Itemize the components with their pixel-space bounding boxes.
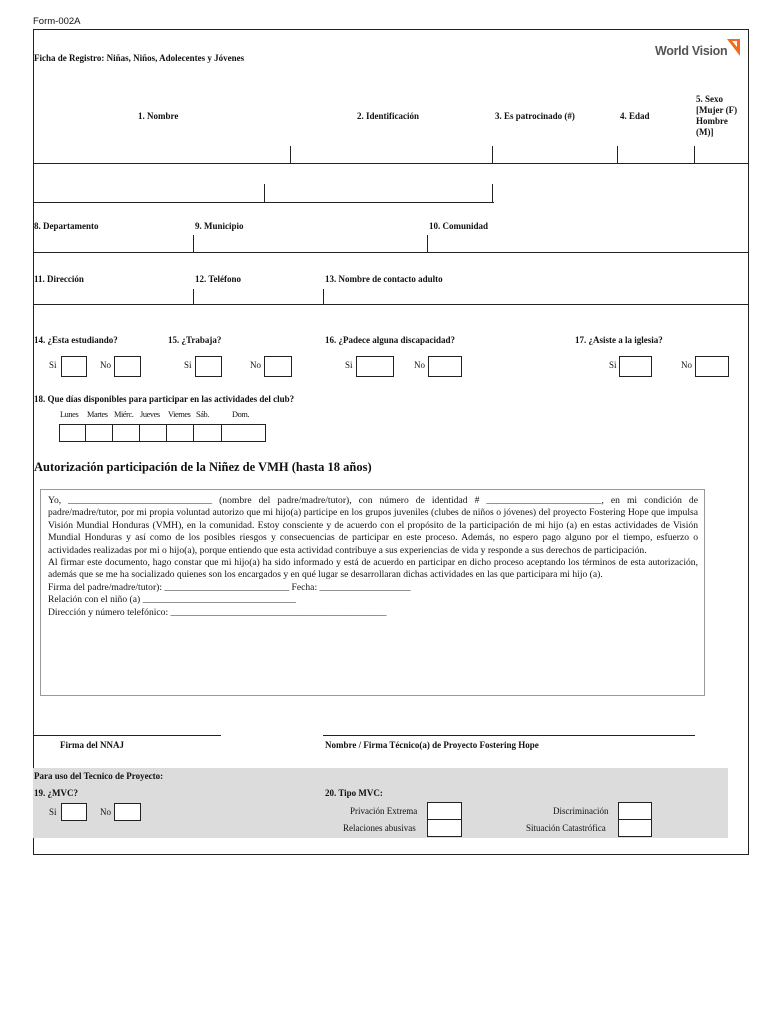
option-label-si: Si xyxy=(184,360,192,370)
option-label-no: No xyxy=(100,807,111,817)
day-label: Dom. xyxy=(232,410,250,419)
divider xyxy=(427,235,428,252)
question-discapacidad: 16. ¿Padece alguna discapacidad? xyxy=(325,335,456,345)
logo-text: World Vision xyxy=(655,44,728,58)
option-label-no: No xyxy=(414,360,425,370)
label-discriminacion: Discriminación xyxy=(553,806,609,816)
input-edad[interactable] xyxy=(619,130,694,163)
checkbox-privacion[interactable] xyxy=(427,802,462,820)
option-label-si: Si xyxy=(49,360,57,370)
option-label-no: No xyxy=(250,360,261,370)
divider xyxy=(33,252,749,253)
checkbox-trabaja-no[interactable] xyxy=(264,356,292,377)
day-checkbox-sabado[interactable] xyxy=(193,424,222,442)
question-estudiando: 14. ¿Esta estudiando? xyxy=(34,335,118,345)
checkbox-trabaja-si[interactable] xyxy=(195,356,222,377)
field-label-sexo: 5. Sexo [Mujer (F) Hombre (M)] xyxy=(696,94,738,137)
label-situacion: Situación Catastrófica xyxy=(526,823,606,833)
option-label-si: Si xyxy=(609,360,617,370)
world-vision-logo xyxy=(655,40,745,64)
authorization-text xyxy=(48,495,698,619)
authorization-box xyxy=(40,489,705,696)
divider xyxy=(492,146,493,163)
checkbox-estudiando-no[interactable] xyxy=(114,356,141,377)
day-checkbox-miercoles[interactable] xyxy=(112,424,140,442)
signature-tecnico-line[interactable] xyxy=(323,735,695,736)
form-title: Ficha de Registro: Niñas, Niños, Adolecentes y Jóvenes xyxy=(34,53,245,63)
divider xyxy=(290,146,291,163)
question-trabaja: 15. ¿Trabaja? xyxy=(168,335,222,345)
label-privacion: Privación Extrema xyxy=(350,806,418,816)
field-label-municipio: 9. Municipio xyxy=(195,221,244,231)
field-label-telefono: 12. Teléfono xyxy=(195,274,242,284)
checkbox-discapacidad-si[interactable] xyxy=(356,356,394,377)
address-line[interactable]: Dirección y número telefónico: _____________________________________________ xyxy=(48,606,387,618)
day-label: Miérc. xyxy=(114,410,134,419)
divider xyxy=(193,235,194,252)
divider xyxy=(193,289,194,304)
field-label-edad: 4. Edad xyxy=(620,111,650,121)
day-label: Sáb. xyxy=(196,410,209,419)
checkbox-relaciones[interactable] xyxy=(427,819,462,837)
divider xyxy=(33,202,494,203)
field-label-direccion: 11. Dirección xyxy=(34,274,84,284)
authorization-paragraph: Al firmar este documento, hago constar que mi hijo(a) ha sido informado y está de acuerdo en participar en dicho proceso aceptando los términos de esta autorización, además que se me ha socializado quienes son los encargados y en qué lugar se desarrollaran dichas actividades en las que participara mi hijo (a). xyxy=(48,557,698,581)
label-relaciones: Relaciones abusivas xyxy=(343,823,416,833)
checkbox-discapacidad-no[interactable] xyxy=(428,356,462,377)
form-code: Form-002A xyxy=(33,16,81,27)
checkbox-estudiando-si[interactable] xyxy=(61,356,87,377)
authorization-paragraph: Yo, ______________________________ (nombre del padre/madre/tutor), con número de identidad # ________________________, en mi condición de padre/madre/tutor, por mi propia voluntad autorizo que mi hijo(a) participe en los grupos juveniles (clubes de niños o jóvenes) del proyecto Fostering Hope que impulsa Visión Mundial Honduras (VMH), en la comunidad. Estoy consciente y de acuerdo con el propósito de la participación de mi hijo (a) en estas actividades de Visión Mundial Honduras y así como de los posibles riesgos y consecuencias de participar en este proceso. Además, no espero pago alguno por el tiempo, esfuerzo o actividades realizadas por mi o hijo(a), porque entiendo que esta actividad contribuye a sus experiencias de vida y responde a sus derechos de participación. xyxy=(48,495,698,556)
input-nombre[interactable] xyxy=(34,130,290,163)
signature-line[interactable]: Firma del padre/madre/tutor): __________________________ Fecha: ___________________ xyxy=(48,581,411,593)
checkbox-situacion[interactable] xyxy=(618,819,652,837)
input-patrocinado[interactable] xyxy=(494,130,617,163)
checkbox-discriminacion[interactable] xyxy=(618,802,652,820)
divider xyxy=(33,304,749,305)
field-label-patrocinado: 3. Es patrocinado (#) xyxy=(495,111,575,121)
divider xyxy=(264,184,265,202)
divider xyxy=(323,289,324,304)
authorization-title: Autorización participación de la Niñez de VMH (hasta 18 años) xyxy=(34,460,372,474)
question-tipo-mvc: 20. Tipo MVC: xyxy=(325,788,383,798)
signature-nnaj-line[interactable] xyxy=(33,735,221,736)
day-checkbox-viernes[interactable] xyxy=(166,424,194,442)
technician-title: Para uso del Tecnico de Proyecto: xyxy=(34,771,164,781)
day-checkbox-jueves[interactable] xyxy=(139,424,167,442)
day-label: Martes xyxy=(87,410,108,419)
question-dias: 18. Que días disponibles para participar en las actividades del club? xyxy=(34,394,295,404)
question-mvc: 19. ¿MVC? xyxy=(34,788,78,798)
checkbox-iglesia-no[interactable] xyxy=(695,356,729,377)
checkbox-iglesia-si[interactable] xyxy=(619,356,652,377)
option-label-no: No xyxy=(100,360,111,370)
question-iglesia: 17. ¿Asiste a la iglesia? xyxy=(575,335,663,345)
signature-tecnico-label: Nombre / Firma Técnico(a) de Proyecto Fostering Hope xyxy=(325,740,539,750)
checkbox-mvc-si[interactable] xyxy=(61,803,87,821)
divider xyxy=(694,146,695,163)
field-label-nombre: 1. Nombre xyxy=(138,111,179,121)
input-sexo[interactable] xyxy=(696,130,748,163)
relation-line[interactable]: Relación con el niño (a) ________________________________ xyxy=(48,594,297,606)
day-label: Jueves xyxy=(140,410,160,419)
input-identificacion[interactable] xyxy=(292,130,492,163)
option-label-si: Si xyxy=(49,807,57,817)
divider xyxy=(617,146,618,163)
logo-mark-icon xyxy=(726,39,740,57)
option-label-si: Si xyxy=(345,360,353,370)
field-label-identificacion: 2. Identificación xyxy=(357,111,419,121)
day-checkbox-martes[interactable] xyxy=(85,424,113,442)
day-checkbox-domingo[interactable] xyxy=(221,424,266,442)
divider xyxy=(492,184,493,202)
field-label-contacto: 13. Nombre de contacto adulto xyxy=(325,274,443,284)
signature-nnaj-label: Firma del NNAJ xyxy=(60,740,124,750)
checkbox-mvc-no[interactable] xyxy=(114,803,141,821)
day-label: Viernes xyxy=(168,410,191,419)
option-label-no: No xyxy=(681,360,692,370)
divider xyxy=(33,163,749,164)
day-checkbox-lunes[interactable] xyxy=(59,424,86,442)
day-label: Lunes xyxy=(60,410,79,419)
field-label-departamento: 8. Departamento xyxy=(34,221,99,231)
field-label-comunidad: 10. Comunidad xyxy=(429,221,489,231)
